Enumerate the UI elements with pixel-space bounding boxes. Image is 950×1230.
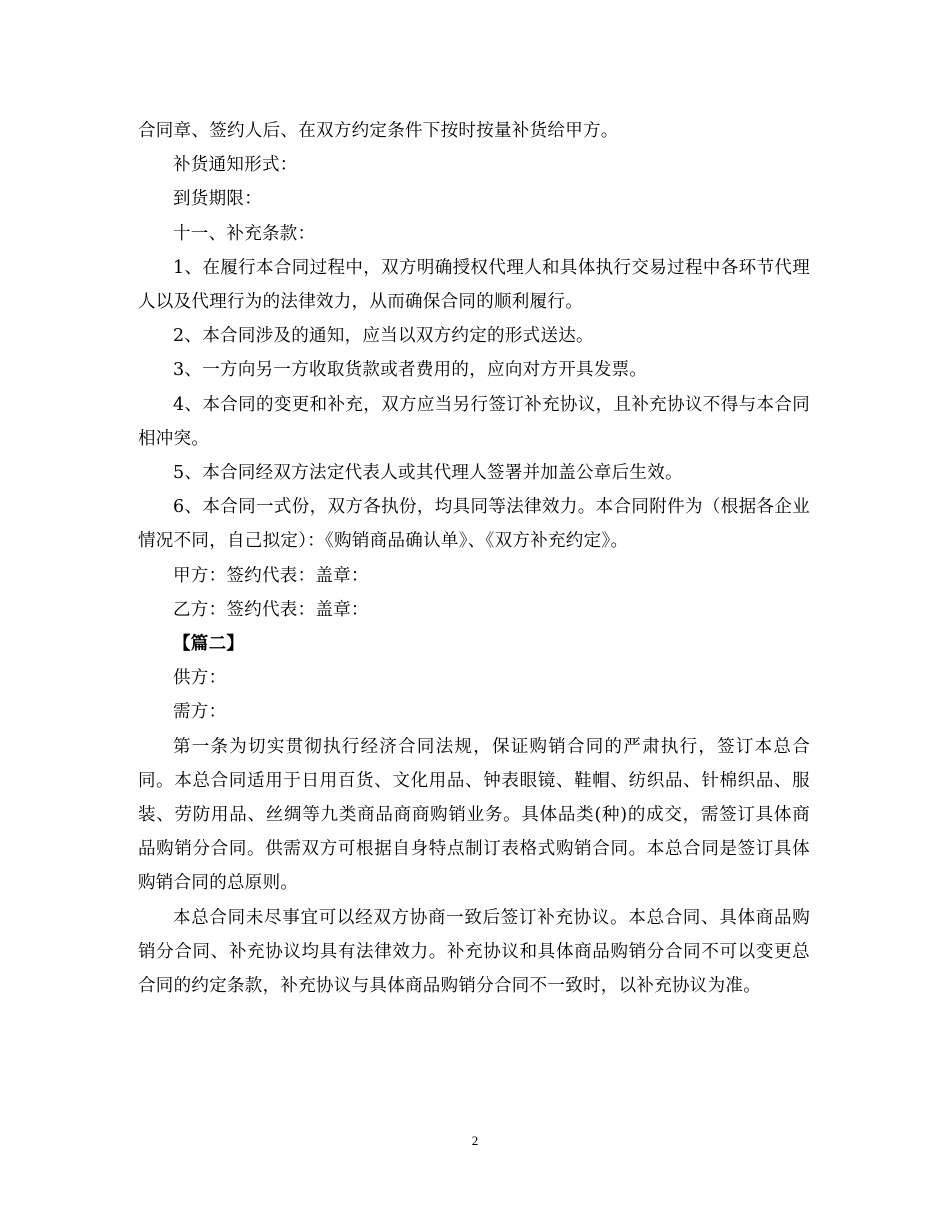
party-b-signature-line: 乙方：签约代表：盖章：: [173, 599, 369, 620]
clause-1: 1、在履行本合同过程中，双方明确授权代理人和具体执行交易过程中各环节代理人以及代理行为的法律效力，从而确保合同的顺利履行。: [138, 257, 810, 313]
document-body: [138, 114, 810, 1003]
party-a-signature-line: 甲方：签约代表：盖章：: [173, 565, 369, 586]
paragraph-supplementary-agreement: 本总合同未尽事宜可以经双方协商一致后签订补充协议。本总合同、具体商品购销分合同、补充协议均具有法律效力。补充协议和具体商品购销分合同不可以变更总合同的约定条款，补充协议与具体商品购销分合同不一致时，以补充协议为准。: [138, 907, 810, 997]
page-number: 2: [471, 1133, 479, 1148]
paragraph-restock-notice: 补货通知形式：: [173, 155, 298, 176]
clause-6: 6、本合同一式份，双方各执份，均具同等法律效力。本合同附件为（根据各企业情况不同，自己拟定）：《购销商品确认单》、《双方补充约定》。: [138, 497, 810, 552]
clause-5: 5、本合同经双方法定代表人或其代理人签署并加盖公章后生效。: [173, 463, 683, 484]
section-heading-supplementary: 十一、补充条款：: [173, 223, 316, 244]
paragraph-delivery-deadline: 到货期限：: [173, 189, 262, 210]
article-1: 第一条为切实贯彻执行经济合同法规，保证购销合同的严肃执行，签订本总合同。本总合同适用于日用百货、文化用品、钟表眼镜、鞋帽、纺织品、针棉织品、服装、劳防用品、丝绸等九类商品商商购销业务。具体品类(种)的成交，需签订具体商品购销分合同。供需双方可根据自身特点制订表格式购销合同。本总合同是签订具体购销合同的总原则。: [138, 736, 810, 894]
clause-2: 2、本合同涉及的通知，应当以双方约定的形式送达。: [173, 326, 594, 347]
supplier-line: 供方：: [173, 668, 227, 689]
clause-4: 4、本合同的变更和补充，双方应当另行签订补充协议，且补充协议不得与本合同相冲突。: [138, 394, 810, 449]
chapter-heading: 【篇二】: [173, 634, 245, 655]
paragraph-continuation: 合同章、签约人后、在双方约定条件下按时按量补货给甲方。: [138, 121, 619, 141]
clause-3: 3、一方向另一方收取货款或者费用的，应向对方开具发票。: [173, 360, 648, 381]
buyer-line: 需方：: [173, 702, 227, 723]
